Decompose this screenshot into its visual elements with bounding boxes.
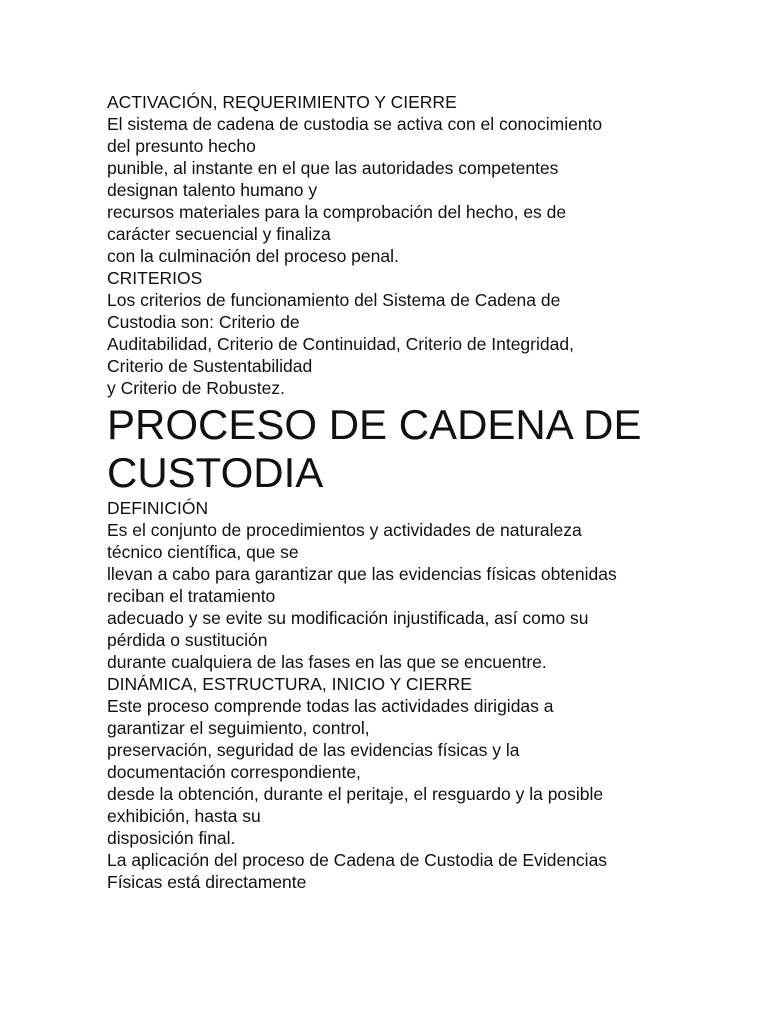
body-line: preservación, seguridad de las evidencias físicas y la xyxy=(107,740,520,760)
body-line: Auditabilidad, Criterio de Continuidad, Criterio de Integridad, xyxy=(107,334,574,354)
body-line: El sistema de cadena de custodia se activa con el conocimiento xyxy=(107,114,603,134)
body-line: Este proceso comprende todas las actividades dirigidas a xyxy=(107,696,554,716)
body-line: adecuado y se evite su modificación injustificada, así como su xyxy=(107,608,589,628)
section-heading: DINÁMICA, ESTRUCTURA, INICIO Y CIERRE xyxy=(107,674,472,694)
body-line: reciban el tratamiento xyxy=(107,586,276,606)
main-title-line: CUSTODIA xyxy=(107,449,324,496)
body-line: carácter secuencial y finaliza xyxy=(107,224,331,244)
body-line: Físicas está directamente xyxy=(107,872,307,892)
body-line: La aplicación del proceso de Cadena de Custodia de Evidencias xyxy=(107,850,608,870)
section-heading: DEFINICIÓN xyxy=(107,498,209,518)
section-heading: ACTIVACIÓN, REQUERIMIENTO Y CIERRE xyxy=(107,92,457,112)
body-line: con la culminación del proceso penal. xyxy=(107,246,399,266)
body-line: Custodia son: Criterio de xyxy=(107,312,300,332)
body-line: recursos materiales para la comprobación del hecho, es de xyxy=(107,202,567,222)
body-line: exhibición, hasta su xyxy=(107,806,261,826)
body-line: y Criterio de Robustez. xyxy=(107,378,285,398)
body-line: llevan a cabo para garantizar que las evidencias físicas obtenidas xyxy=(107,564,617,584)
body-line: Criterio de Sustentabilidad xyxy=(107,356,313,376)
main-title-line: PROCESO DE CADENA DE xyxy=(107,401,642,448)
body-line: punible, al instante en el que las autoridades competentes xyxy=(107,158,559,178)
document-page xyxy=(107,91,757,893)
body-line: disposición final. xyxy=(107,828,236,848)
section-heading: CRITERIOS xyxy=(107,268,203,288)
body-line: Los criterios de funcionamiento del Sistema de Cadena de xyxy=(107,290,561,310)
body-line: pérdida o sustitución xyxy=(107,630,268,650)
body-line: desde la obtención, durante el peritaje, el resguardo y la posible xyxy=(107,784,604,804)
body-line: durante cualquiera de las fases en las que se encuentre. xyxy=(107,652,547,672)
body-line: técnico científica, que se xyxy=(107,542,299,562)
body-line: del presunto hecho xyxy=(107,136,256,156)
body-line: designan talento humano y xyxy=(107,180,318,200)
body-line: documentación correspondiente, xyxy=(107,762,361,782)
body-line: Es el conjunto de procedimientos y actividades de naturaleza xyxy=(107,520,582,540)
body-line: garantizar el seguimiento, control, xyxy=(107,718,370,738)
